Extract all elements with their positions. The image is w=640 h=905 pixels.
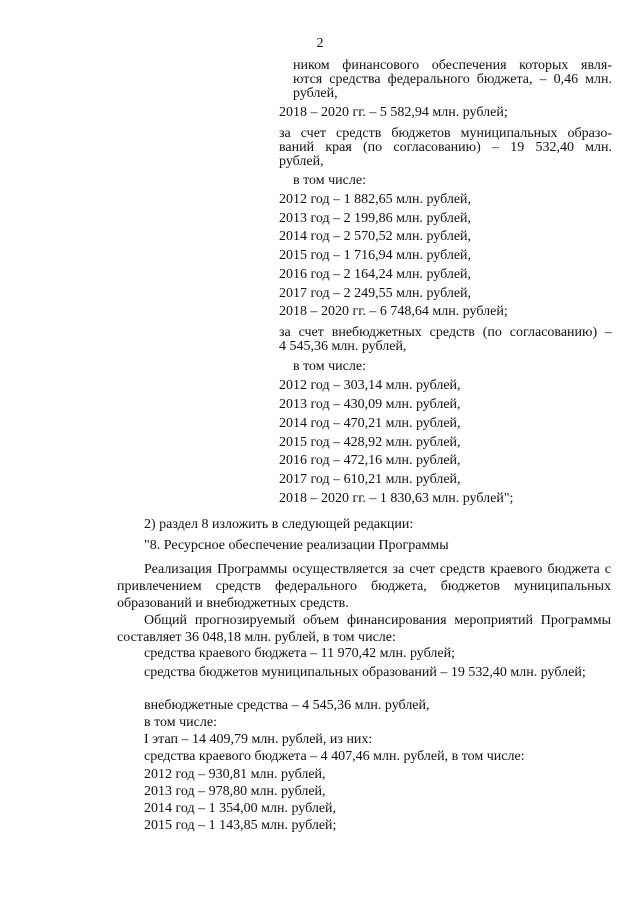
- paragraph-line: ваний края (по согласованию) – 19 532,40 млн.: [279, 140, 612, 155]
- extrabudget-year-line: 2017 год – 610,21 млн. рублей,: [279, 472, 461, 487]
- extrabudget-source-paragraph: [279, 326, 612, 354]
- paragraph-line: рублей,: [279, 154, 324, 169]
- federal-source-paragraph: [279, 59, 612, 101]
- program-financing-paragraph: Реализация Программы осуществляется за счет средств краевого бюджета с привлечением средств федерального бюджета, бюджетов муниципальных образований и внебюджетных средств.: [117, 562, 611, 611]
- total-volume-paragraph: Общий прогнозируемый объем финансирования мероприятий Программы составляет 36 048,18 млн. рублей, в том числе:: [117, 613, 611, 645]
- extrabudget-year-line: 2016 год – 472,16 млн. рублей,: [279, 453, 461, 468]
- in-that-number-label: в том числе:: [293, 173, 366, 188]
- regional-year-line: 2015 год – 1 143,85 млн. рублей;: [144, 818, 337, 833]
- municipal-year-line: 2012 год – 1 882,65 млн. рублей,: [279, 192, 472, 207]
- stage-1-line: I этап – 14 409,79 млн. рублей, из них:: [144, 732, 373, 747]
- municipal-year-line: 2018 – 2020 гг. – 6 748,64 млн. рублей;: [279, 304, 508, 319]
- municipal-year-line: 2017 год – 2 249,55 млн. рублей,: [279, 286, 472, 301]
- section-heading: "8. Ресурсное обеспечение реализации Программы: [144, 538, 449, 553]
- municipal-year-line: 2014 год – 2 570,52 млн. рублей,: [279, 229, 472, 244]
- paragraph-line: за счет внебюджетных средств (по согласованию) –: [279, 325, 612, 340]
- paragraph-line: рублей,: [293, 86, 338, 101]
- paragraph-line: ником финансового обеспечения которых явля-: [293, 58, 612, 73]
- in-that-number-label: в том числе:: [293, 359, 366, 374]
- municipal-source-paragraph: [279, 127, 612, 169]
- federal-2018-2020-line: 2018 – 2020 гг. – 5 582,94 млн. рублей;: [279, 105, 508, 120]
- extrabudget-year-line: 2014 год – 470,21 млн. рублей,: [279, 416, 461, 431]
- paragraph-line: 4 545,36 млн. рублей,: [279, 339, 407, 354]
- municipal-budget-paragraph: средства бюджетов муниципальных образований – 19 532,40 млн. рублей;: [144, 665, 586, 680]
- municipal-year-line: 2016 год – 2 164,24 млн. рублей,: [279, 267, 472, 282]
- in-that-number-label: в том числе:: [144, 715, 217, 730]
- regional-year-line: 2012 год – 930,81 млн. рублей,: [144, 767, 326, 782]
- regional-budget-line: средства краевого бюджета – 11 970,42 млн. рублей;: [144, 646, 455, 661]
- regional-year-line: 2014 год – 1 354,00 млн. рублей,: [144, 801, 337, 816]
- extrabudget-line: внебюджетные средства – 4 545,36 млн. рублей,: [144, 698, 430, 713]
- regional-year-line: 2013 год – 978,80 млн. рублей,: [144, 784, 326, 799]
- stage-1-regional-line: средства краевого бюджета – 4 407,46 млн. рублей, в том числе:: [144, 749, 525, 764]
- extrabudget-year-line: 2018 – 2020 гг. – 1 830,63 млн. рублей";: [279, 491, 514, 506]
- extrabudget-year-line: 2012 год – 303,14 млн. рублей,: [279, 378, 461, 393]
- municipal-year-line: 2015 год – 1 716,94 млн. рублей,: [279, 248, 472, 263]
- paragraph-line: ются средства федерального бюджета, – 0,46 млн.: [293, 72, 612, 87]
- municipal-year-line: 2013 год – 2 199,86 млн. рублей,: [279, 211, 472, 226]
- page-number: 2: [316, 36, 324, 51]
- extrabudget-year-line: 2015 год – 428,92 млн. рублей,: [279, 435, 461, 450]
- paragraph-line: за счет средств бюджетов муниципальных образо-: [279, 126, 612, 141]
- section-instruction: 2) раздел 8 изложить в следующей редакции:: [144, 517, 414, 532]
- extrabudget-year-line: 2013 год – 430,09 млн. рублей,: [279, 397, 461, 412]
